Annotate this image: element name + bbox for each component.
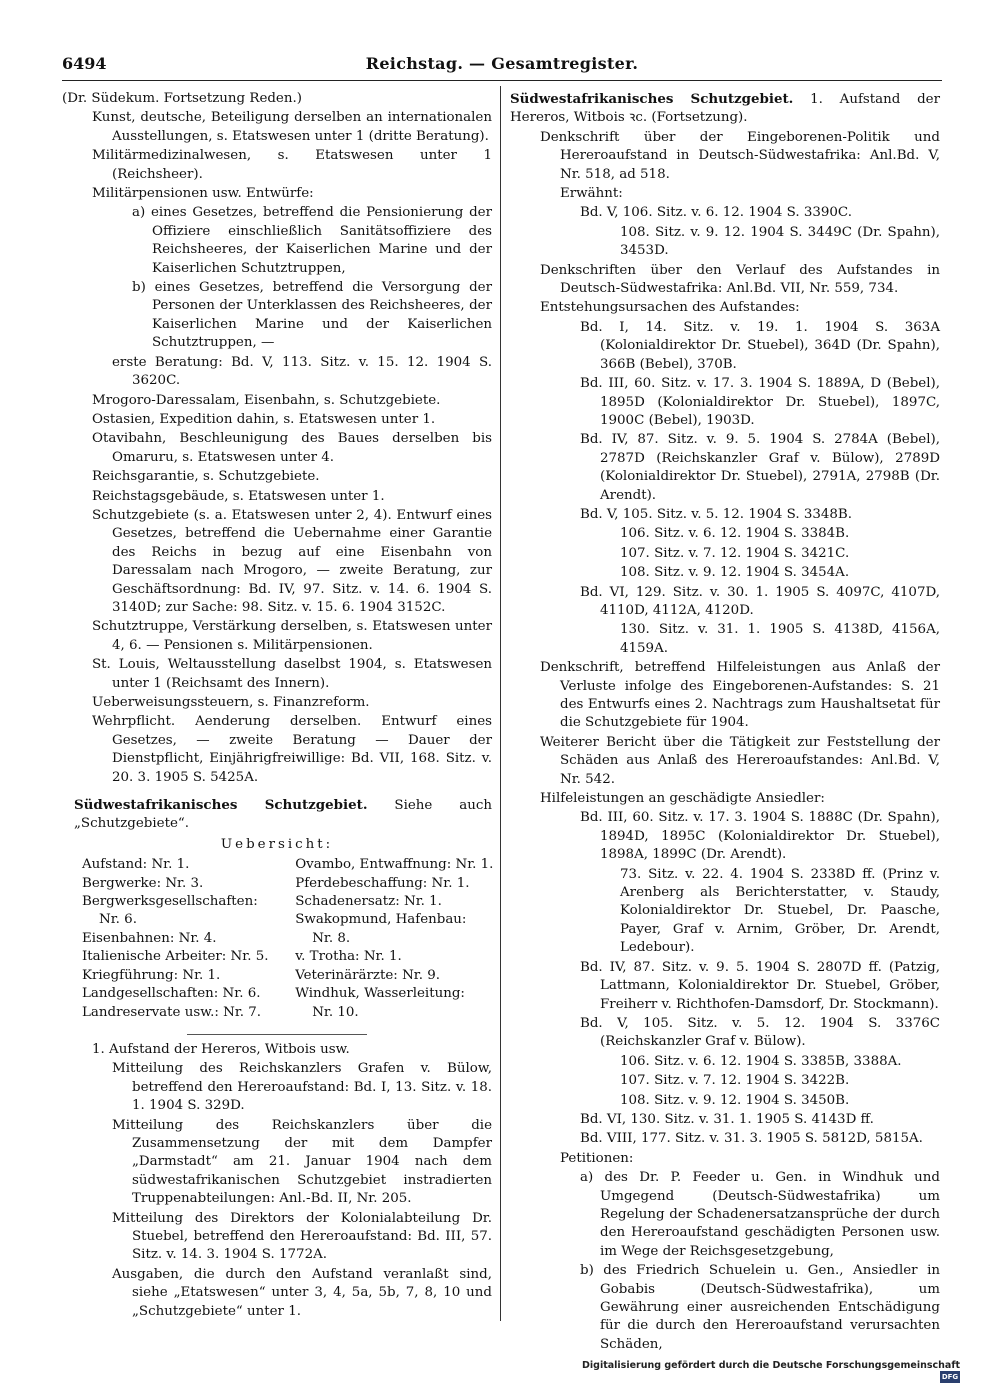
index-entry: Wehrpflicht. Aenderung derselben. Entwurf eines Gesetzes, — zweite Beratung — Dauer der Dienstpflicht, Einjährigfreiwillige: Bd. VII, 168. Sitz. v. 20. 3. 1905 S. 5425A.: [92, 714, 492, 785]
overview-item: Schadenersatz: Nr. 1.: [295, 894, 442, 910]
overview-item: Bergwerksgesellschaften:: [82, 894, 258, 910]
index-entry: Bd. V, 105. Sitz. v. 5. 12. 1904 S. 3376C (Reichskanzler Graf v. Bülow).: [580, 1015, 940, 1050]
index-entry: Entstehungsursachen des Aufstandes:: [540, 300, 800, 316]
overview-item: Nr. 8.: [295, 930, 351, 946]
right-intro: [510, 90, 940, 128]
overview-table: [62, 856, 492, 1022]
index-entry: b) des Friedrich Schuelein u. Gen., Ansiedler in Gobabis (Deutsch-Südwestafrika), um Gewährung einer ausreichenden Entschädigung für die durch den Hereroaufstand verursachten Schäden,: [580, 1263, 940, 1352]
index-entry: 108. Sitz. v. 9. 12. 1904 S. 3454A.: [620, 565, 850, 581]
index-entry: Bd. IV, 87. Sitz. v. 9. 5. 1904 S. 2784A (Bebel), 2787D (Reichskanzler Graf v. Bülow), 2789D (Kolonialdirektor Dr. Stuebel), 2791A, 2798B (Dr. Arendt).: [580, 432, 940, 503]
right-entries: [510, 129, 940, 1354]
index-entry: b) eines Gesetzes, betreffend die Versorgung der Personen der Unterklassen des Reichsheeres, der Kaiserlichen Marine und der Kaiserlichen Schutztruppen, —: [132, 280, 492, 351]
index-entry: Ueberweisungssteuern, s. Finanzreform.: [92, 695, 370, 710]
overview-item: Landreservate usw.: Nr. 7.: [82, 1004, 262, 1020]
footer-text: Digitalisierung gefördert durch die Deutsche Forschungsgemeinschaft: [582, 1360, 960, 1371]
overview-item: Veterinärärzte: Nr. 9.: [295, 967, 440, 983]
index-entry: Mitteilung des Direktors der Kolonialabteilung Dr. Stuebel, betreffend den Hereroaufstand: Bd. III, 57. Sitz. v. 14. 3. 1904 S. 1772A.: [112, 1210, 492, 1263]
page-header: [62, 50, 942, 76]
index-entry: 108. Sitz. v. 9. 12. 1904 S. 3449C (Dr. Spahn), 3453D.: [620, 224, 940, 259]
index-entry: Hilfeleistungen an geschädigte Ansiedler:: [540, 791, 825, 807]
index-entry: Denkschriften über den Verlauf des Aufstandes in Deutsch-Südwestafrika: Anl.Bd. VII, Nr. 559, 734.: [540, 262, 940, 297]
overview-item: Nr. 10.: [295, 1004, 359, 1020]
overview-item: Ovambo, Entwaffnung: Nr. 1.: [295, 857, 494, 873]
overview-item: Kriegführung: Nr. 1.: [82, 967, 221, 983]
index-entry: 1. Aufstand der Hereros, Witbois usw.: [92, 1041, 350, 1057]
overview-item: Eisenbahnen: Nr. 4.: [82, 930, 217, 946]
right-column: [510, 90, 940, 1355]
index-entry: Mitteilung des Reichskanzlers Grafen v. Bülow, betreffend den Hereroaufstand: Bd. I, 13. Sitz. v. 18. 1. 1904 S. 329D.: [112, 1061, 492, 1114]
index-entry: Schutzgebiete (s. a. Etatswesen unter 2, 4). Entwurf eines Gesetzes, betreffend die Uebernahme einer Garantie des Reichs in bezug auf eine Eisenbahn von Daressalam nach Mrogoro, — zweite Beratung, zur Geschäftsordnung: Bd. IV, 97. Sitz. v. 14. 6. 1904 S. 3140D; zur Sache: 98. Sitz. v. 15. 6. 1904 3152C.: [92, 507, 492, 615]
overview-item: Swakopmund, Hafenbau:: [295, 912, 467, 928]
index-entry: Denkschrift, betreffend Hilfeleistungen aus Anlaß der Verluste infolge des Eingeborenen-Aufstandes: S. 21 des Entwurfs eines 2. Nachtrags zum Haushaltsetat für die Schutzgebiete für 1904.: [540, 660, 940, 731]
overview-item: Bergwerke: Nr. 3.: [82, 875, 204, 891]
overview-item: Nr. 6.: [82, 912, 137, 928]
index-entry: Bd. VIII, 177. Sitz. v. 31. 3. 1905 S. 5812D, 5815A.: [580, 1131, 923, 1147]
index-entry: Bd. III, 60. Sitz. v. 17. 3. 1904 S. 1888C (Dr. Spahn), 1894D, 1895C (Kolonialdirektor Dr. Stuebel), 1898A, 1899C (Dr. Arendt).: [580, 810, 940, 863]
footer-credit: [560, 1360, 960, 1381]
index-entry: Militärpensionen usw. Entwürfe:: [92, 186, 314, 202]
right-intro-rest: 1. Aufstand der Hereros, Witbois ꝛc. (Fortsetzung).: [510, 92, 940, 126]
index-entry: Ausgaben, die durch den Aufstand veranlaßt sind, siehe „Etatswesen“ unter 3, 4, 5a, 5b, 7, 8, 10 und „Schutzgebiete“ unter 1.: [112, 1266, 492, 1319]
overview-item: Aufstand: Nr. 1.: [82, 857, 190, 873]
index-entry: 108. Sitz. v. 9. 12. 1904 S. 3450B.: [620, 1092, 850, 1108]
index-entry: Bd. I, 14. Sitz. v. 19. 1. 1904 S. 363A (Kolonialdirektor Dr. Stuebel), 364D (Dr. Spahn), 366B (Bebel), 370B.: [580, 319, 940, 372]
index-entry: Schutztruppe, Verstärkung derselben, s. Etatswesen unter 4, 6. — Pensionen s. Militärpensionen.: [92, 619, 492, 653]
index-entry: (Dr. Südekum. Fortsetzung Reden.): [62, 91, 302, 106]
overview-label: Uebersicht:: [220, 836, 334, 852]
index-entry: 107. Sitz. v. 7. 12. 1904 S. 3421C.: [620, 545, 850, 561]
index-entry: Denkschrift über der Eingeborenen-Politik und Hereroaufstand in Deutsch-Südwestafrika: Anl.Bd. V, Nr. 518, ad 518.: [540, 129, 940, 182]
index-entry: 73. Sitz. v. 22. 4. 1904 S. 2338D ff. (Prinz v. Arenberg als Berichterstatter, v. Staudy, Kolonialdirektor Dr. Stuebel, Dr. Paasche, Payer, Graf v. Arnim, Gröber, Dr. Arendt, Ledebour).: [620, 866, 940, 956]
index-entry: Petitionen:: [560, 1150, 634, 1166]
section-title: Südwestafrikanisches Schutzgebiet.: [74, 797, 368, 814]
overview-item: Landgesellschaften: Nr. 6.: [82, 986, 261, 1002]
index-entry: Mrogoro-Daressalam, Eisenbahn, s. Schutzgebiete.: [92, 392, 441, 408]
left-entries-aufstand: [62, 1041, 492, 1321]
right-intro-title: Südwestafrikanisches Schutzgebiet.: [510, 91, 794, 107]
overview-item: Windhuk, Wasserleitung:: [295, 986, 465, 1002]
index-entry: a) eines Gesetzes, betreffend die Pensionierung der Offiziere einschließlich Sanitätsoffiziere des Reichsheeres, der Kaiserlichen Marine und der Kaiserlichen Schutztruppen,: [132, 205, 492, 276]
index-entry: St. Louis, Weltausstellung daselbst 1904, s. Etatswesen unter 1 (Reichsamt des Innern).: [92, 657, 492, 691]
left-entries: [62, 90, 492, 787]
index-entry: Bd. III, 60. Sitz. v. 17. 3. 1904 S. 1889A, D (Bebel), 1895D (Kolonialdirektor Dr. Stuebel), 1897C, 1900C (Bebel), 1903D.: [580, 376, 940, 428]
page-number: 6494: [62, 54, 107, 73]
index-entry: Kunst, deutsche, Beteiligung derselben an internationalen Ausstellungen, s. Etatswesen unter 1 (dritte Beratung).: [92, 110, 492, 144]
index-entry: Bd. VI, 130. Sitz. v. 31. 1. 1905 S. 4143D ff.: [580, 1111, 874, 1127]
left-column: [62, 90, 492, 1322]
index-entry: Otavibahn, Beschleunigung des Baues derselben bis Omaruru, s. Etatswesen unter 4.: [92, 431, 492, 465]
index-entry: Mitteilung des Reichskanzlers über die Zusammensetzung der mit dem Dampfer „Darmstadt“ am 21. Januar 1904 nach dem südwestafrikanischen Schutzgebiet instradierten Truppenabteilungen: Anl.-Bd. II, Nr. 205.: [112, 1117, 492, 1207]
index-entry: Erwähnt:: [560, 186, 623, 202]
section-see-also: Siehe auch „Schutzgebiete“.: [74, 798, 492, 832]
index-entry: 106. Sitz. v. 6. 12. 1904 S. 3385B, 3388A.: [620, 1053, 902, 1069]
overview-item: v. Trotha: Nr. 1.: [295, 949, 402, 965]
index-entry: Bd. V, 106. Sitz. v. 6. 12. 1904 S. 3390C.: [580, 205, 852, 221]
overview-item: Italienische Arbeiter: Nr. 5.: [82, 949, 269, 965]
header-rule: [62, 80, 942, 81]
index-entry: Reichstagsgebäude, s. Etatswesen unter 1.: [92, 488, 385, 504]
index-entry: 106. Sitz. v. 6. 12. 1904 S. 3384B.: [620, 526, 850, 542]
section-rule: [187, 1034, 367, 1035]
column-divider: [500, 86, 501, 1321]
index-entry: Bd. VI, 129. Sitz. v. 30. 1. 1905 S. 4097C, 4107D, 4110D, 4112A, 4120D.: [580, 584, 940, 618]
index-entry: Bd. IV, 87. Sitz. v. 9. 5. 1904 S. 2807D ff. (Patzig, Lattmann, Kolonialdirektor Dr. Stuebel, Gröber, Freiherr v. Richthofen-Damsdorf, Dr. Stockmann).: [580, 959, 940, 1012]
index-entry: erste Beratung: Bd. V, 113. Sitz. v. 15. 12. 1904 S. 3620C.: [112, 354, 492, 389]
index-entry: Bd. V, 105. Sitz. v. 5. 12. 1904 S. 3348B.: [580, 506, 853, 522]
index-entry: Ostasien, Expedition dahin, s. Etatswesen unter 1.: [92, 411, 436, 427]
index-entry: Weiterer Bericht über die Tätigkeit zur Feststellung der Schäden aus Anlaß des Hereroaufstandes: Anl.Bd. V, Nr. 542.: [540, 734, 940, 787]
index-entry: Militärmedizinalwesen, s. Etatswesen unter 1 (Reichsheer).: [92, 148, 492, 182]
index-entry: a) des Dr. P. Feeder u. Gen. in Windhuk und Umgegend (Deutsch-Südwestafrika) um Regelung der Schadenersatzansprüche der durch den Hereroaufstand geschädigten Personen usw. im Wege der Reichsgesetzgebung,: [580, 1170, 940, 1259]
index-entry: 130. Sitz. v. 31. 1. 1905 S. 4138D, 4156A, 4159A.: [620, 622, 940, 656]
dfg-logo: DFG: [941, 1373, 959, 1381]
section-heading: [62, 796, 492, 834]
overview-item: Pferdebeschaffung: Nr. 1.: [295, 875, 470, 891]
index-entry: Reichsgarantie, s. Schutzgebiete.: [92, 469, 320, 485]
running-title: Reichstag. — Gesamtregister.: [365, 54, 639, 73]
index-entry: 107. Sitz. v. 7. 12. 1904 S. 3422B.: [620, 1073, 850, 1089]
